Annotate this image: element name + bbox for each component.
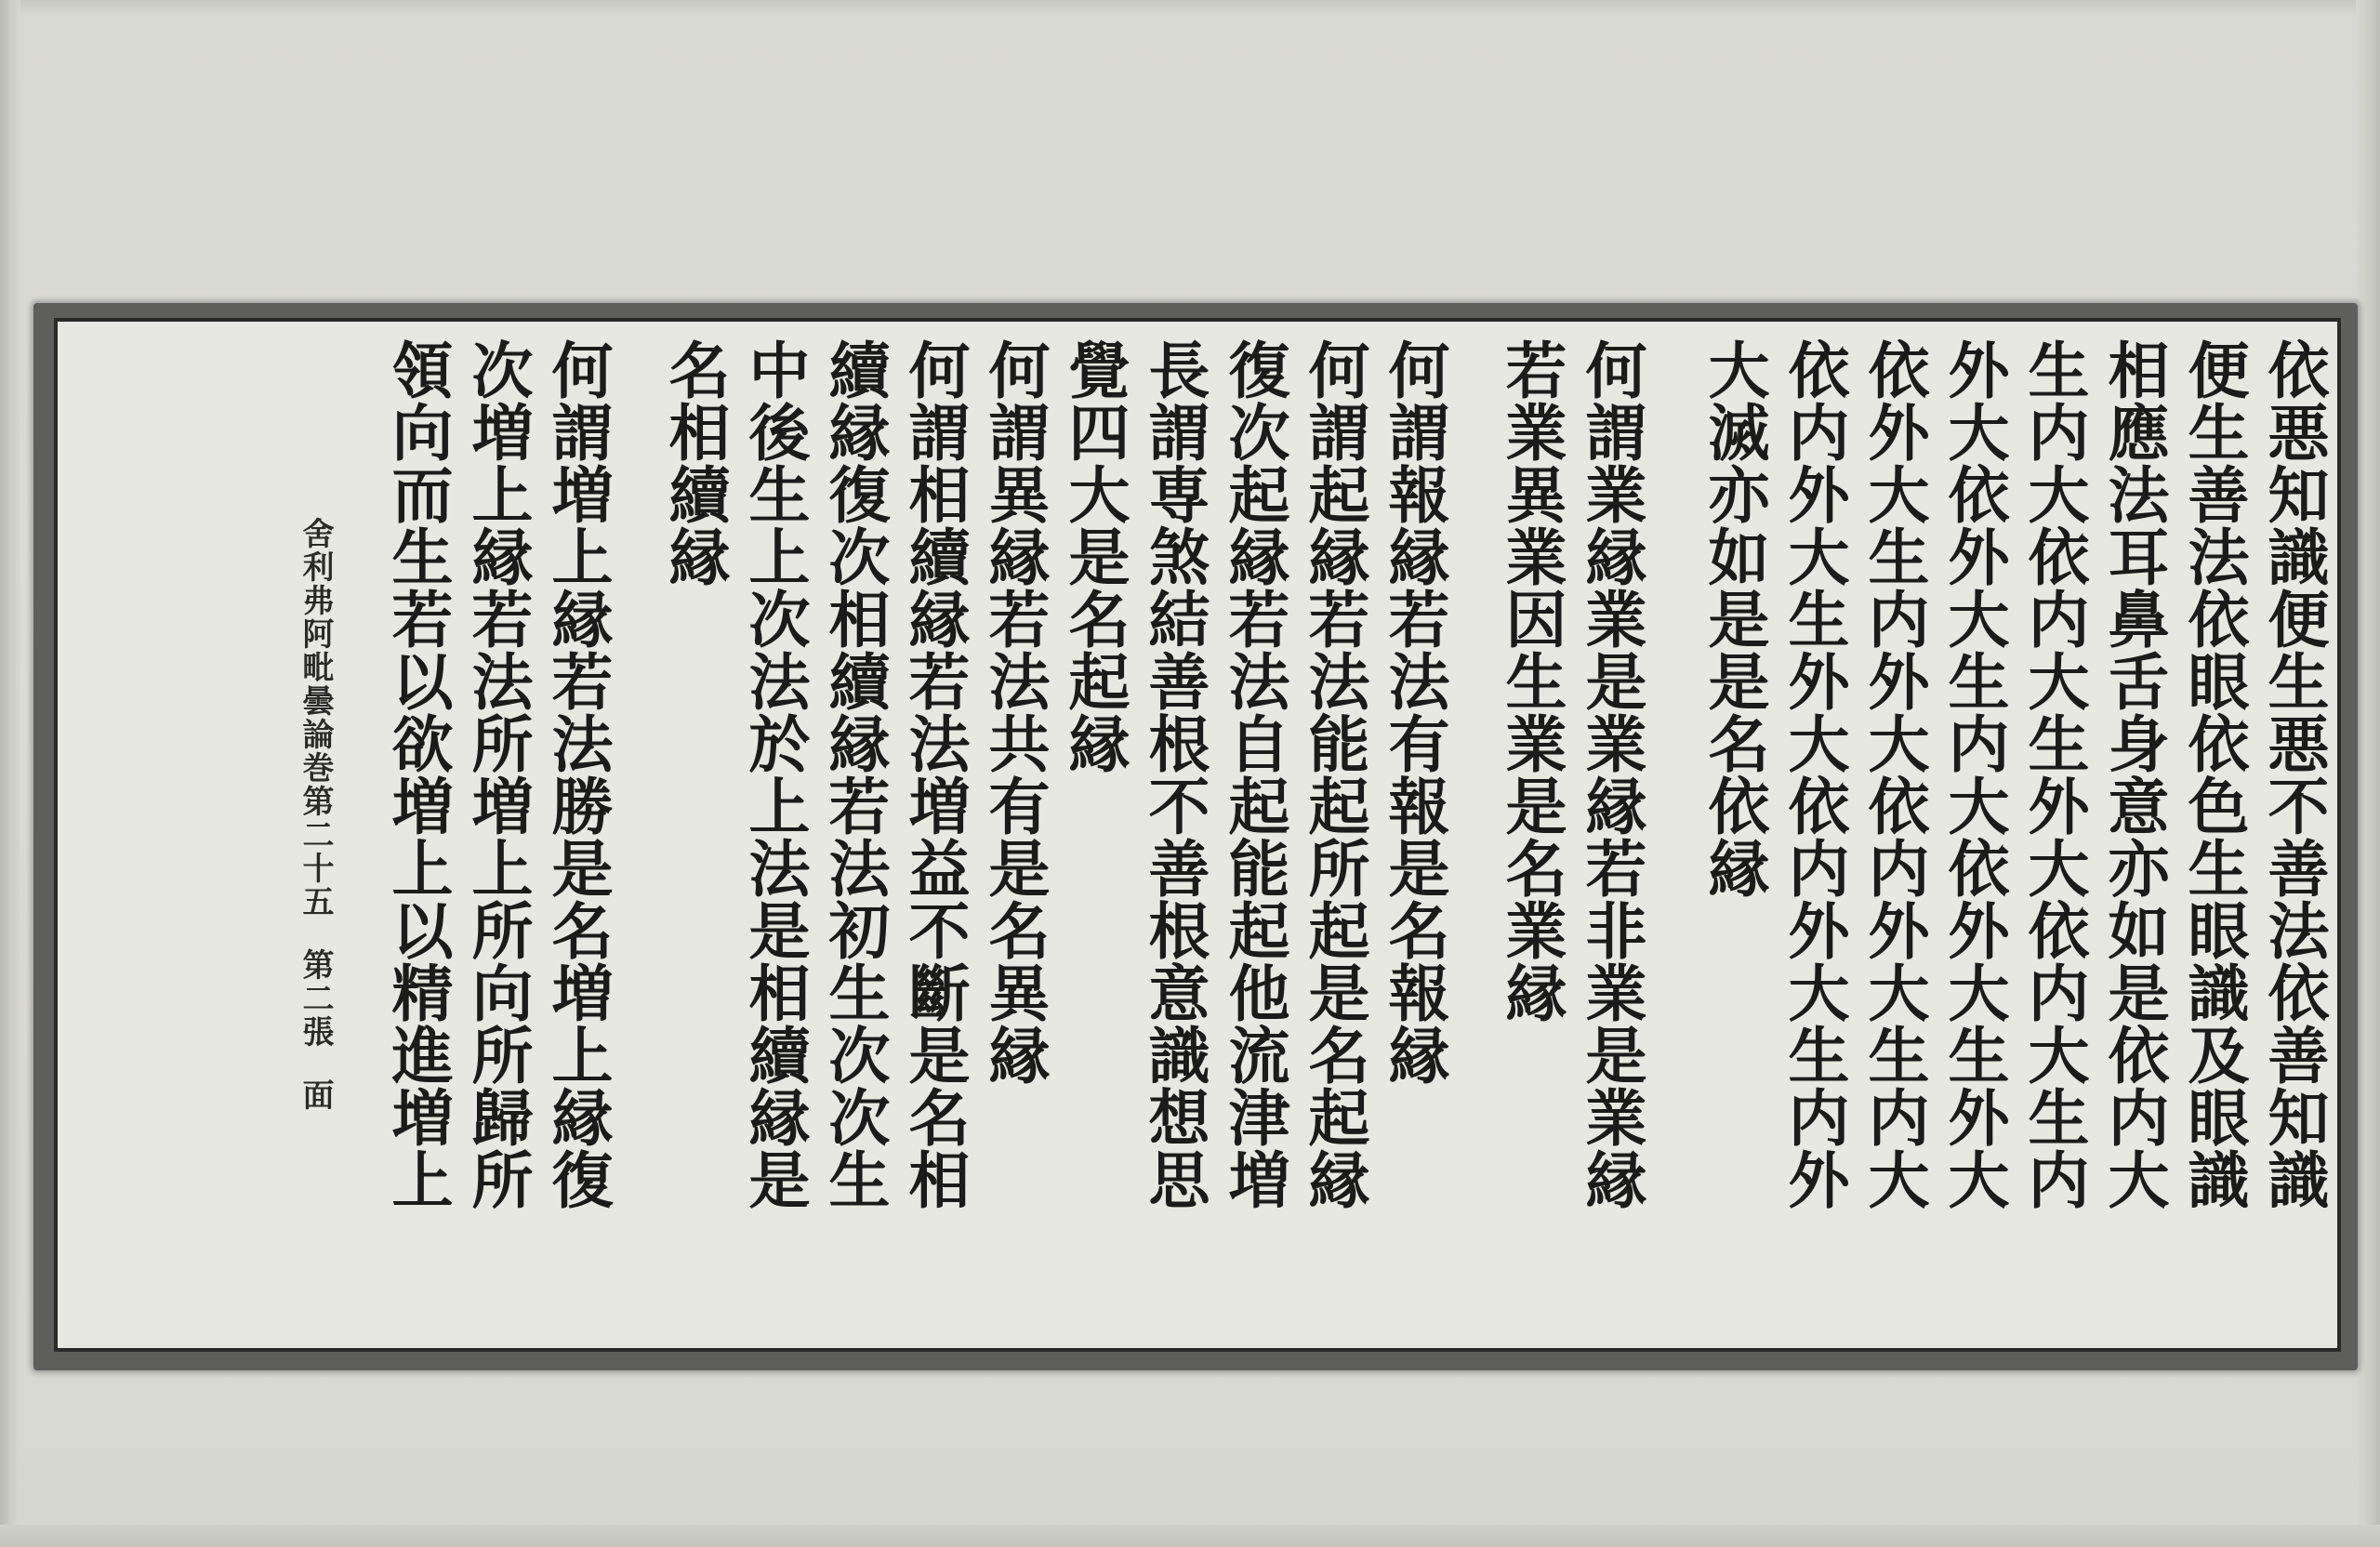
- page-right-edge: [2356, 0, 2380, 1547]
- text-column: 依外大生内外大依内外大生内大: [1858, 338, 1930, 1210]
- text-column: 何謂報縁若法有報是名報縁: [1378, 338, 1450, 1086]
- page-left-edge: [0, 0, 20, 1547]
- text-column: 便生善法依眼依色生眼識及眼識: [2177, 338, 2250, 1210]
- text-column: 復次起縁若法自起能起他流津増: [1218, 338, 1290, 1210]
- text-column: 依内外大生外大依内外大生内外: [1778, 338, 1850, 1210]
- text-column: 外大依外大生内大依外大生外大: [1937, 338, 2010, 1210]
- text-column: 何謂業縁業是業縁若非業是業縁: [1575, 338, 1647, 1210]
- text-column: 若業異業因生業是名業縁: [1495, 338, 1567, 1024]
- footer-title: 舍利弗阿毗曇論巻第二十五: [297, 517, 334, 919]
- text-column: 何謂相續縁若法増益不斷是名相: [898, 338, 971, 1210]
- text-column: 長謂専煞結善根不善根意識想思: [1138, 338, 1210, 1210]
- text-column: 名相續縁: [658, 338, 731, 588]
- page-bottom-edge: [0, 1525, 2380, 1547]
- text-column: 領向而生若以欲増上以精進増上: [381, 338, 454, 1210]
- text-column: 續縁復次相續縁若法初生次次生: [818, 338, 891, 1210]
- text-column: 何謂異縁若法共有是名異縁: [978, 338, 1051, 1086]
- footer-sheet-number: 第二張: [297, 948, 334, 1049]
- text-column: 相應法耳鼻舌身意亦如是依内大: [2097, 338, 2170, 1210]
- text-column: 中後生上次法於上法是相續縁是: [738, 338, 811, 1210]
- page-top-edge: [0, 0, 2380, 17]
- text-panel: [54, 318, 2341, 1352]
- footer-face: 面: [297, 1078, 334, 1112]
- text-column: 何謂起縁若法能起所起是名起縁: [1298, 338, 1370, 1210]
- text-column: 依悪知識便生悪不善法依善知識: [2257, 338, 2330, 1210]
- text-column: 次増上縁若法所増上所向所歸所: [461, 338, 534, 1210]
- text-column: 覺四大是名起縁: [1058, 338, 1130, 774]
- text-column: 大滅亦如是是名依縁: [1698, 338, 1770, 899]
- text-column: 生内大依内大生外大依内大生内: [2017, 338, 2090, 1210]
- page-footer: [297, 517, 334, 1112]
- text-column: 何謂増上縁若法勝是名増上縁復: [541, 338, 614, 1210]
